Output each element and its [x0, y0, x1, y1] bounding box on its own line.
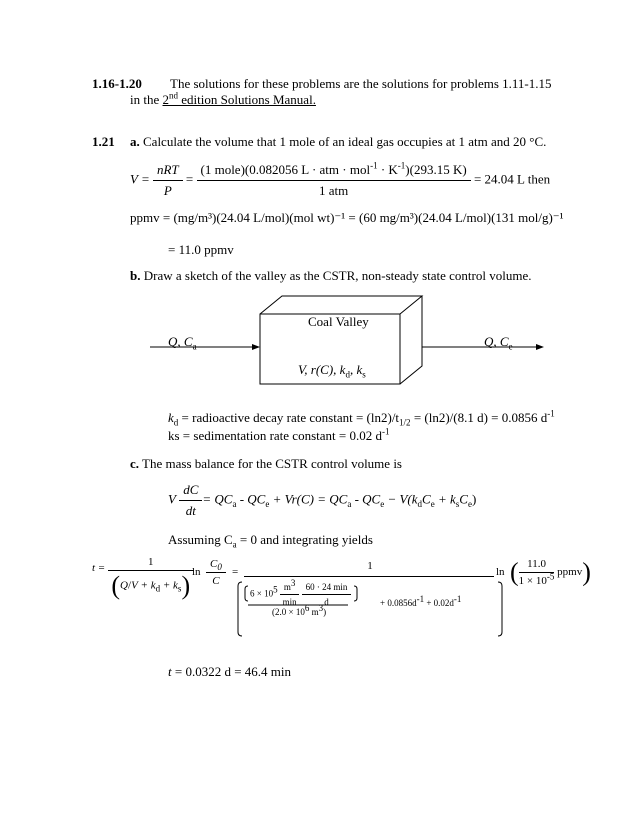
t-equation-first-fraction: $\frac{1}{(Q/V + k_d + k_s)}$ — [108, 556, 194, 599]
ppmv-result: = 11.0 ppmv — [168, 242, 234, 257]
eq2: = — [232, 566, 239, 578]
box-title: Coal Valley — [308, 314, 369, 329]
heading-text: The solutions for these problems are the solutions for problems 1.11-1.15 — [170, 76, 552, 91]
ln-label: ln — [192, 566, 201, 578]
problem-range-number: 1.16-1.20 — [92, 76, 142, 91]
volume-fraction: $\frac{(1 mole)(0.082056 L \cdot atm \cdot mol^{-1} \cdot K^{-1})(293.15 K)}{\text{1 atm}}$ — [197, 162, 471, 199]
rate-constant-terms: + $0.0856d^{-1} + 0.02d^{-1}$ — [380, 594, 462, 608]
eq-v-label: V = — [130, 171, 150, 187]
c0-over-c: $\frac{C_0}{C}$ — [206, 558, 226, 587]
ks-definition: ks = sedimentation rate constant = 0.02 $d^{-1}$ — [168, 426, 390, 443]
flow-rate-term: $6 \times 10^5$ $\frac{m^3}{\min}$ $\frac{60 \cdot 24 \min}{d}$ — [250, 582, 351, 607]
big-fraction-numerator: 1 — [367, 560, 373, 572]
volume-term: ($2.0 \times 10^6$ $m^3$) — [272, 603, 327, 617]
part-c-line: c. The mass balance for the CSTR control volume is — [130, 456, 402, 471]
t-equation-lhs: t = — [92, 562, 106, 574]
mass-balance-equation: V $\frac{dC}{dt}$ = $QC_a - QC_e + Vr(C) = QC_a - QC_e - V(k_dC_e + k_sC_e)$ — [168, 482, 477, 518]
ppmv-equation: ppmv = (mg/m³)(24.04 L/mol)(mol wt)⁻¹ = (60 mg/m³)(24.04 L/mol)(131 mol/g)⁻¹ — [130, 210, 564, 225]
ppmv-ratio: ( $\frac{11.0}{1 \times 10^{-5}}$ ppmv) — [510, 557, 591, 587]
heading-line2: in the 2nd edition Solutions Manual. — [130, 90, 316, 107]
part-a-line: a. Calculate the volume that 1 mole of an ideal gas occupies at 1 atm and 20 °C. — [130, 134, 547, 149]
big-fraction-bar — [244, 576, 494, 577]
kd-definition: $k_d$ = radioactive decay rate constant = $(\ln 2)/t_{1/2} = (\ln 2)/(8.1$ d) = 0.0856 $d^{-1}$ — [168, 408, 555, 428]
nrt-over-p: $\frac{\text{nRT}}{P}$ — [153, 162, 183, 199]
box-top-face — [260, 296, 422, 314]
outflow-label: Q, $C_e$ — [484, 334, 513, 352]
part-b-line: b. Draw a sketch of the valley as the CSTR, non-steady state control volume. — [130, 268, 532, 283]
final-result: t = 0.0322 d = 46.4 min — [168, 664, 292, 679]
volume-equation: V = $\frac{\text{nRT}}{P}$ = $\frac{(1 mole)(0.082056 L \cdot atm \cdot mol^{-1} \cdot K^{-1})(293.15 K)}{\text{1 atm}}$ = 24.04 L then — [130, 160, 551, 198]
ln-label-2: ln — [496, 566, 505, 578]
inflow-label: Q, $C_a$ — [168, 334, 197, 352]
assumption-line: Assuming $C_a = 0$ and integrating yields — [168, 532, 373, 550]
problem-number: 1.21 — [92, 134, 115, 149]
box-content: V, r(C), $k_d$, $k_s$ — [298, 362, 366, 380]
box-right-face — [400, 296, 422, 384]
